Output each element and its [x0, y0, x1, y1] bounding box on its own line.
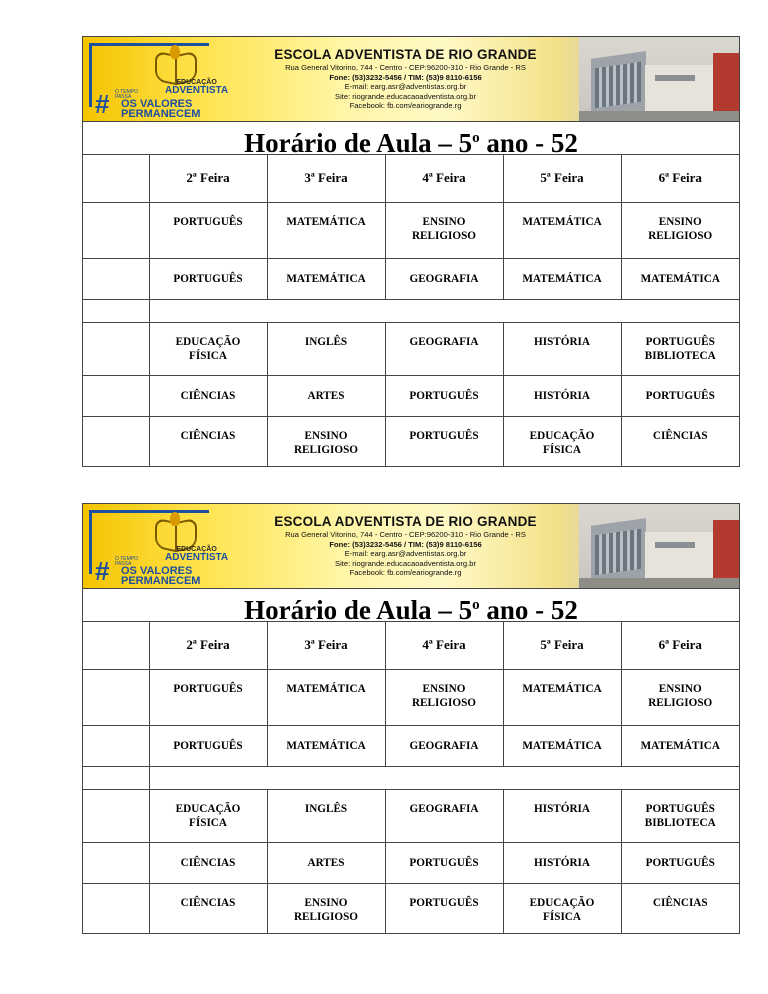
class-cell	[503, 669, 621, 725]
table-header-row	[83, 622, 739, 669]
time-cell	[83, 202, 149, 258]
hashtag-icon: #	[95, 556, 110, 586]
table-row	[83, 725, 739, 766]
slogan-line-1: OS VALORES	[121, 98, 193, 110]
day-header: 5ª Feira	[503, 622, 621, 669]
brand-big-text: ADVENTISTA	[165, 85, 229, 96]
school-site: Site: riogrande.educacaoadventista.org.br	[335, 91, 476, 101]
class-cell	[621, 669, 739, 725]
title-sup: o	[472, 597, 480, 613]
class-name: MATEMÁTICA	[286, 682, 366, 695]
class-name: HISTÓRIA	[534, 389, 590, 402]
class-cell	[503, 416, 621, 466]
school-phone: Fone: (53)3232-5456 / TIM: (53)9 8110-6156	[329, 72, 482, 82]
time-cell	[83, 766, 149, 789]
table-row	[83, 375, 739, 416]
class-cell	[621, 375, 739, 416]
time-cell	[83, 375, 149, 416]
class-name: ARTES	[307, 389, 345, 402]
slogan-small: O TEMPO PASSA	[115, 89, 138, 100]
class-name: ENSINO RELIGIOSO	[411, 215, 477, 242]
class-name: INGLÊS	[304, 335, 348, 348]
class-name: PORTUGUÊS	[173, 215, 243, 228]
class-name: HISTÓRIA	[534, 856, 590, 869]
schedule-table	[83, 622, 739, 933]
class-cell	[621, 725, 739, 766]
class-name: ENSINO RELIGIOSO	[648, 682, 713, 709]
class-name: PORTUGUÊS	[409, 429, 479, 442]
time-cell	[83, 842, 149, 883]
class-name: CIÊNCIAS	[180, 429, 236, 442]
class-cell	[267, 669, 385, 725]
time-cell	[83, 883, 149, 933]
class-cell	[503, 883, 621, 933]
class-cell	[267, 375, 385, 416]
schedule-title	[83, 589, 739, 625]
class-name: ENSINO RELIGIOSO	[293, 429, 359, 456]
school-banner	[83, 37, 739, 122]
title-suffix: ano - 52	[479, 128, 578, 158]
time-cell	[83, 299, 149, 322]
time-cell	[83, 725, 149, 766]
class-cell	[621, 258, 739, 299]
class-cell	[385, 842, 503, 883]
class-cell	[267, 725, 385, 766]
school-phone: Fone: (53)3232-5456 / TIM: (53)9 8110-6156	[329, 539, 482, 549]
class-name: CIÊNCIAS	[180, 856, 236, 869]
banner-accent-bar	[89, 510, 92, 574]
class-cell	[267, 258, 385, 299]
school-building-image	[579, 37, 739, 121]
class-name: ENSINO RELIGIOSO	[648, 215, 713, 242]
class-cell	[385, 883, 503, 933]
class-cell	[149, 842, 267, 883]
table-row	[83, 258, 739, 299]
school-info	[233, 514, 578, 578]
class-cell	[149, 883, 267, 933]
class-name: EDUCAÇÃO FÍSICA	[529, 896, 595, 923]
school-address: Rua General Vitorino, 744 - Centro - CEP:96200-310 - Rio Grande - RS	[285, 530, 526, 539]
brand-small-text: EDUCAÇÃO	[176, 546, 217, 553]
class-cell	[621, 883, 739, 933]
table-row	[83, 842, 739, 883]
class-name: PORTUGUÊS BIBLIOTECA	[644, 335, 716, 362]
class-cell	[267, 883, 385, 933]
banner-accent-bar	[89, 43, 92, 107]
class-cell	[385, 375, 503, 416]
class-name: MATEMÁTICA	[522, 215, 602, 228]
day-header: 6ª Feira	[621, 622, 739, 669]
schedule-table	[83, 155, 739, 466]
class-name: PORTUGUÊS	[173, 682, 243, 695]
title-suffix: ano - 52	[479, 595, 578, 625]
class-cell	[149, 416, 267, 466]
school-email: E-mail: earg.asr@adventistas.org.br	[344, 82, 467, 91]
class-cell	[503, 258, 621, 299]
class-cell	[385, 322, 503, 375]
class-cell	[149, 669, 267, 725]
class-cell	[621, 842, 739, 883]
day-header: 3ª Feira	[267, 622, 385, 669]
time-cell	[83, 416, 149, 466]
corner-cell	[83, 155, 149, 202]
time-cell	[83, 789, 149, 842]
class-cell	[385, 725, 503, 766]
schedule-title	[83, 122, 739, 158]
class-cell	[385, 669, 503, 725]
class-name: MATEMÁTICA	[640, 272, 720, 285]
class-cell	[149, 789, 267, 842]
school-address: Rua General Vitorino, 744 - Centro - CEP:96200-310 - Rio Grande - RS	[285, 63, 526, 72]
class-cell	[267, 789, 385, 842]
brand-mark	[165, 79, 228, 96]
class-name: EDUCAÇÃO FÍSICA	[175, 802, 241, 829]
class-name: MATEMÁTICA	[522, 682, 602, 695]
class-cell	[621, 789, 739, 842]
school-info	[233, 47, 578, 111]
table-row	[83, 202, 739, 258]
class-cell	[503, 842, 621, 883]
class-cell	[267, 842, 385, 883]
school-banner	[83, 504, 739, 589]
slogan-line-2: PERMANECEM	[121, 575, 201, 587]
class-name: CIÊNCIAS	[180, 389, 236, 402]
class-name: PORTUGUÊS	[409, 389, 479, 402]
class-cell	[149, 202, 267, 258]
class-name: ARTES	[307, 856, 345, 869]
class-name: ENSINO RELIGIOSO	[411, 682, 477, 709]
class-cell	[385, 789, 503, 842]
class-name: ENSINO RELIGIOSO	[293, 896, 359, 923]
school-building-image	[579, 504, 739, 588]
class-name: EDUCAÇÃO FÍSICA	[529, 429, 595, 456]
class-name: MATEMÁTICA	[522, 739, 602, 752]
class-name: GEOGRAFIA	[409, 272, 479, 285]
day-header: 4ª Feira	[385, 155, 503, 202]
break-cell	[149, 299, 739, 322]
class-cell	[149, 725, 267, 766]
slogan-values	[121, 99, 200, 119]
table-row	[83, 416, 739, 466]
class-cell	[503, 375, 621, 416]
school-name: ESCOLA ADVENTISTA DE RIO GRANDE	[274, 47, 537, 62]
class-cell	[267, 322, 385, 375]
class-cell	[149, 375, 267, 416]
corner-cell	[83, 622, 149, 669]
class-cell	[503, 725, 621, 766]
class-name: GEOGRAFIA	[409, 335, 479, 348]
day-header: 2ª Feira	[149, 622, 267, 669]
title-prefix: Horário de Aula – 5	[244, 595, 473, 625]
table-row	[83, 669, 739, 725]
class-name: PORTUGUÊS	[409, 856, 479, 869]
schedule-sheet-2	[82, 503, 740, 934]
class-cell	[267, 202, 385, 258]
class-name: MATEMÁTICA	[640, 739, 720, 752]
hashtag-icon: #	[95, 89, 110, 119]
class-name: MATEMÁTICA	[522, 272, 602, 285]
class-cell	[621, 416, 739, 466]
day-header: 3ª Feira	[267, 155, 385, 202]
class-cell	[149, 322, 267, 375]
day-header: 6ª Feira	[621, 155, 739, 202]
class-name: CIÊNCIAS	[652, 896, 708, 909]
class-name: PORTUGUÊS	[173, 272, 243, 285]
class-cell	[385, 202, 503, 258]
class-cell	[621, 322, 739, 375]
title-prefix: Horário de Aula – 5	[244, 128, 473, 158]
class-cell	[385, 416, 503, 466]
brand-small-text: EDUCAÇÃO	[176, 79, 217, 86]
class-name: PORTUGUÊS BIBLIOTECA	[644, 802, 716, 829]
slogan-line-1: OS VALORES	[121, 565, 193, 577]
class-name: CIÊNCIAS	[180, 896, 236, 909]
title-sup: o	[472, 130, 480, 146]
brand-big-text: ADVENTISTA	[165, 552, 229, 563]
school-email: E-mail: earg.asr@adventistas.org.br	[344, 549, 467, 558]
class-cell	[503, 202, 621, 258]
slogan-values	[121, 566, 200, 586]
school-name: ESCOLA ADVENTISTA DE RIO GRANDE	[274, 514, 537, 529]
break-cell	[149, 766, 739, 789]
slogan-small: O TEMPO PASSA	[115, 556, 138, 567]
day-header: 4ª Feira	[385, 622, 503, 669]
table-header-row	[83, 155, 739, 202]
class-name: MATEMÁTICA	[286, 272, 366, 285]
class-name: INGLÊS	[304, 802, 348, 815]
day-header: 2ª Feira	[149, 155, 267, 202]
break-row	[83, 766, 739, 789]
class-cell	[385, 258, 503, 299]
class-name: GEOGRAFIA	[409, 739, 479, 752]
time-cell	[83, 322, 149, 375]
school-site: Site: riogrande.educacaoadventista.org.br	[335, 558, 476, 568]
schedule-sheet-1	[82, 36, 740, 467]
day-header: 5ª Feira	[503, 155, 621, 202]
class-cell	[267, 416, 385, 466]
class-cell	[503, 789, 621, 842]
class-name: PORTUGUÊS	[645, 389, 715, 402]
time-cell	[83, 258, 149, 299]
class-cell	[621, 202, 739, 258]
class-name: PORTUGUÊS	[409, 896, 479, 909]
class-name: HISTÓRIA	[534, 802, 590, 815]
table-row	[83, 322, 739, 375]
table-row	[83, 883, 739, 933]
class-name: HISTÓRIA	[534, 335, 590, 348]
school-facebook: Facebook: fb.com/eariogrande.rg	[349, 568, 462, 577]
break-row	[83, 299, 739, 322]
school-facebook: Facebook: fb.com/eariogrande.rg	[349, 101, 462, 110]
class-name: MATEMÁTICA	[286, 215, 366, 228]
slogan-line-2: PERMANECEM	[121, 108, 201, 120]
time-cell	[83, 669, 149, 725]
class-cell	[149, 258, 267, 299]
class-name: PORTUGUÊS	[645, 856, 715, 869]
class-name: GEOGRAFIA	[409, 802, 479, 815]
class-name: EDUCAÇÃO FÍSICA	[175, 335, 241, 362]
class-name: PORTUGUÊS	[173, 739, 243, 752]
brand-mark	[165, 546, 228, 563]
class-name: MATEMÁTICA	[286, 739, 366, 752]
table-row	[83, 789, 739, 842]
class-cell	[503, 322, 621, 375]
class-name: CIÊNCIAS	[652, 429, 708, 442]
